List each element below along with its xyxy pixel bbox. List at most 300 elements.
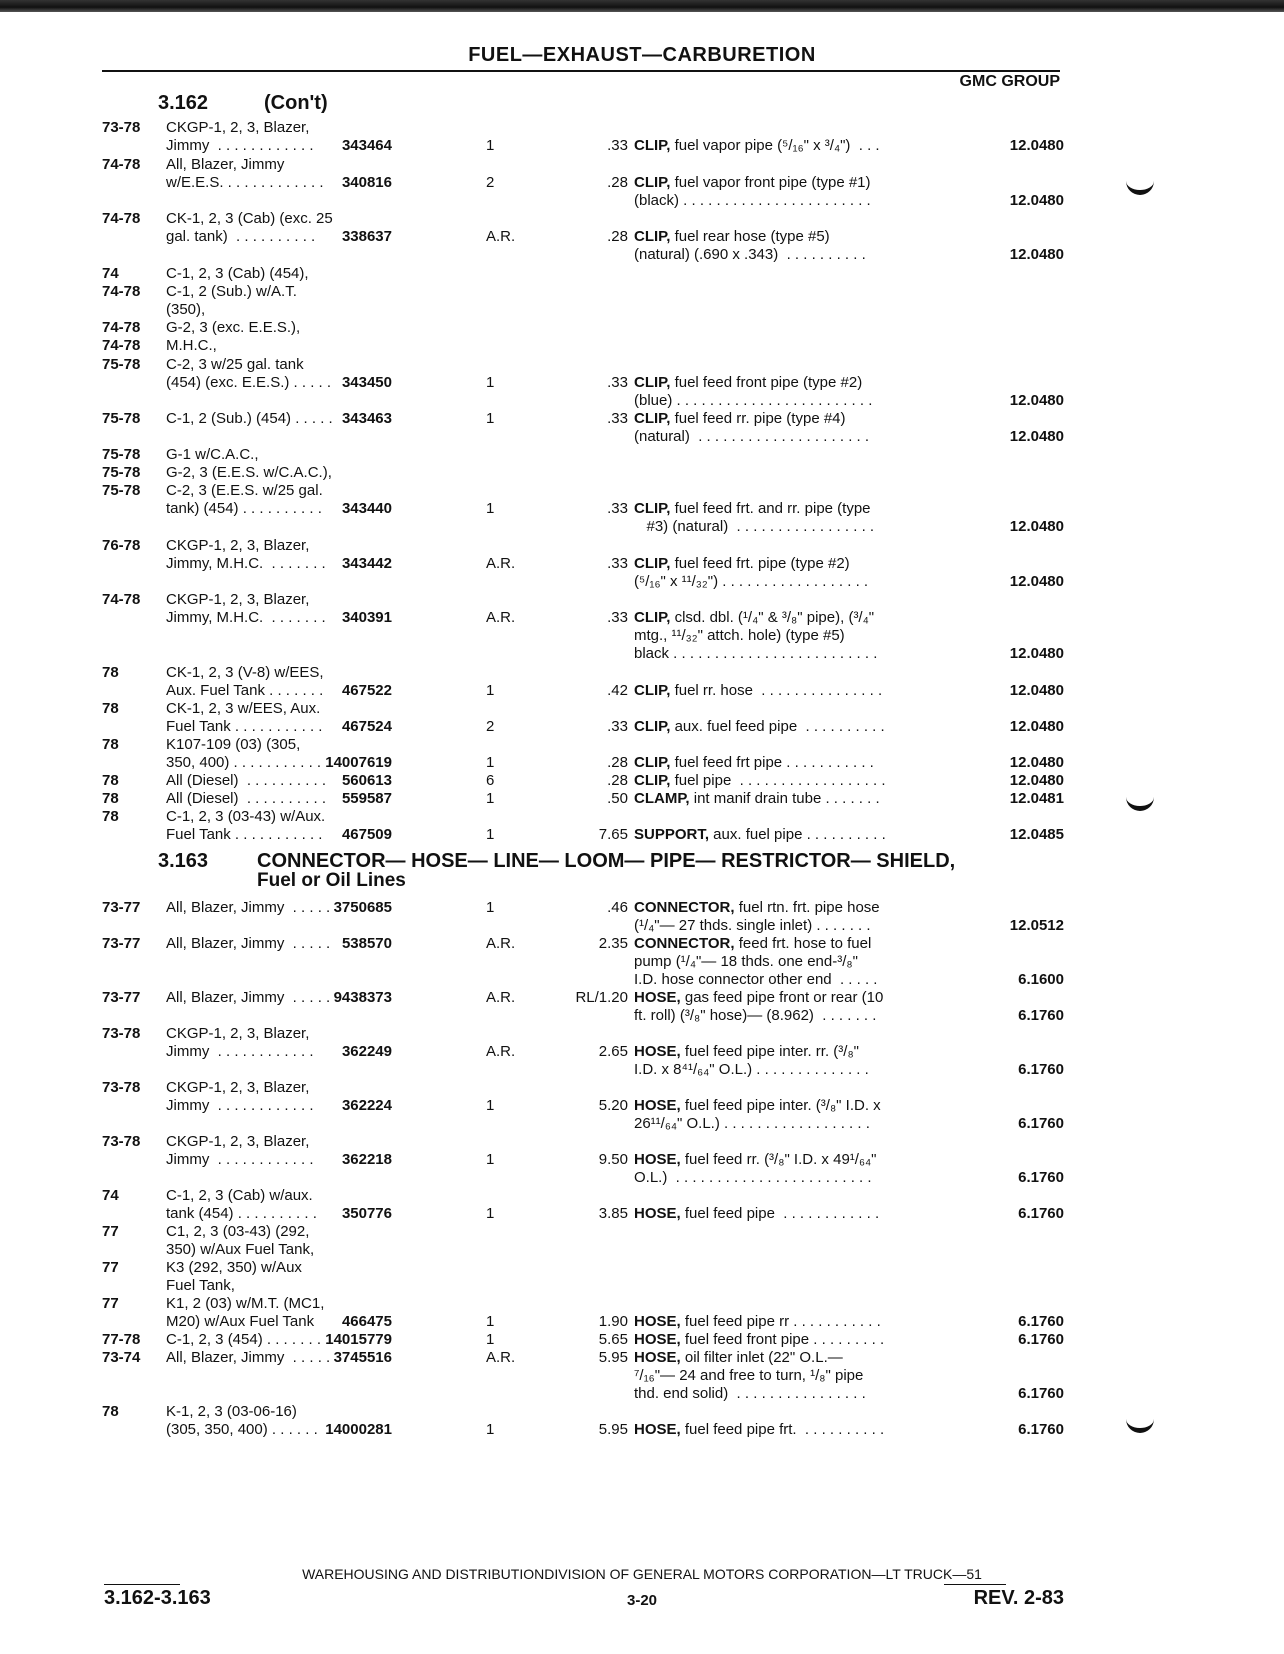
- part-name: HOSE,: [634, 1043, 681, 1060]
- part-detail: (blue) . . . . . . . . . . . . . . . . . . . . . . . .: [634, 392, 873, 409]
- application: Fuel Tank . . . . . . . . . . .: [166, 826, 323, 843]
- part-number: 362224: [341, 1097, 392, 1114]
- group-number: 6.1760: [1018, 1313, 1064, 1330]
- application: Fuel Tank . . . . . . . . . . .: [166, 718, 323, 735]
- application: All (Diesel) . . . . . . . . . .: [166, 772, 327, 789]
- part-name: CLIP,: [634, 682, 671, 699]
- part-name: CLIP,: [634, 555, 671, 572]
- description: [634, 1168, 872, 1187]
- top-border: [0, 0, 1284, 12]
- application: C-1, 2 (Sub.) (454) . . . . .: [166, 410, 333, 427]
- year: 78: [102, 1403, 119, 1420]
- application: All (Diesel) . . . . . . . . . .: [166, 790, 327, 807]
- part-detail: mtg., ¹¹/₃₂" attch. hole) (type #5): [634, 627, 845, 644]
- part-detail: fuel rr. hose . . . . . . . . . . . . . . .: [670, 682, 883, 699]
- year: 77-78: [102, 1331, 141, 1348]
- part-detail: fuel pipe . . . . . . . . . . . . . . . . . .: [670, 772, 886, 789]
- group-number: 6.1760: [1018, 1205, 1064, 1222]
- description: [634, 626, 845, 645]
- description: [634, 499, 871, 518]
- part-name: CLIP,: [634, 410, 671, 427]
- application: K107-109 (03) (305,: [166, 736, 301, 753]
- application: G-1 w/C.A.C.,: [166, 446, 259, 463]
- description: [634, 191, 871, 210]
- revision-label: REV. 2-83: [973, 1587, 1064, 1609]
- description: [634, 916, 871, 935]
- description: [634, 391, 872, 410]
- part-detail: ft. roll) (³/₈" hose)— (8.962) . . . . . . .: [634, 1007, 877, 1024]
- quantity: 1: [486, 1331, 495, 1348]
- price: .28: [607, 754, 628, 771]
- group-number: 6.1600: [1018, 971, 1064, 988]
- application: Jimmy, M.H.C. . . . . . . .: [166, 609, 326, 626]
- group-number: 12.0480: [1009, 682, 1064, 699]
- part-detail: fuel feed rr. (³/₈" I.D. x 49¹/₆₄": [680, 1151, 877, 1168]
- application: tank) (454) . . . . . . . . . .: [166, 500, 322, 517]
- footer-section-range: 3.162-3.163: [104, 1587, 211, 1609]
- part-number: 340816: [341, 174, 392, 191]
- part-detail: fuel vapor front pipe (type #1): [670, 174, 871, 191]
- part-detail: fuel feed pipe frt. . . . . . . . . . .: [680, 1421, 885, 1438]
- description: [634, 427, 869, 446]
- year: 73-74: [102, 1349, 141, 1366]
- year: 74-78: [102, 210, 141, 227]
- part-name: CLIP,: [634, 137, 671, 154]
- year: 75-78: [102, 410, 141, 427]
- part-number: 343442: [341, 555, 392, 572]
- group-number: 6.1760: [1018, 1331, 1064, 1348]
- application: All, Blazer, Jimmy . . . . .: [166, 989, 331, 1006]
- part-detail: I.D. x 8⁴¹/₆₄" O.L.) . . . . . . . . . . . . . .: [634, 1061, 869, 1078]
- part-name: HOSE,: [634, 1421, 681, 1438]
- quantity: 2: [486, 174, 495, 191]
- group-number: 12.0481: [1009, 790, 1064, 807]
- description: [634, 1366, 863, 1385]
- part-detail: fuel feed rr. pipe (type #4): [670, 410, 846, 427]
- part-number: 9438373: [333, 989, 392, 1006]
- group-number: 12.0480: [1009, 645, 1064, 662]
- group-number: 6.1760: [1018, 1115, 1064, 1132]
- quantity: 1: [486, 1151, 495, 1168]
- section-number: 3.162: [158, 92, 209, 114]
- price: .46: [607, 899, 628, 916]
- description: [634, 753, 874, 772]
- price: 3.85: [598, 1205, 628, 1222]
- part-name: HOSE,: [634, 1349, 681, 1366]
- part-detail: fuel rtn. frt. pipe hose: [734, 899, 880, 916]
- part-name: CLIP,: [634, 718, 671, 735]
- year: 75-78: [102, 464, 141, 481]
- description: [634, 1348, 843, 1367]
- part-name: CLIP,: [634, 772, 671, 789]
- part-detail: #3) (natural) . . . . . . . . . . . . . . . . .: [634, 518, 875, 535]
- application: Jimmy, M.H.C. . . . . . . .: [166, 555, 326, 572]
- year: 76-78: [102, 537, 141, 554]
- description: [634, 898, 880, 917]
- group-number: 6.1760: [1018, 1385, 1064, 1402]
- quantity: 1: [486, 137, 495, 154]
- application: CKGP-1, 2, 3, Blazer,: [166, 591, 310, 608]
- group-number: 12.0480: [1009, 772, 1064, 789]
- quantity: 1: [486, 1313, 495, 1330]
- price: .33: [607, 718, 628, 735]
- part-detail: fuel feed pipe . . . . . . . . . . . .: [680, 1205, 880, 1222]
- year: 73-78: [102, 1025, 141, 1042]
- description: [634, 681, 882, 700]
- application: All, Blazer, Jimmy: [166, 156, 285, 173]
- price: 5.65: [598, 1331, 628, 1348]
- part-name: HOSE,: [634, 989, 681, 1006]
- scan-mark: [1126, 792, 1154, 811]
- part-detail: fuel feed pipe rr . . . . . . . . . . .: [680, 1313, 881, 1330]
- group-number: 6.1760: [1018, 1169, 1064, 1186]
- year: 78: [102, 700, 119, 717]
- part-number: 340391: [341, 609, 392, 626]
- part-detail: fuel feed front pipe . . . . . . . . .: [680, 1331, 885, 1348]
- price: RL/1.20: [575, 989, 628, 1006]
- price: .28: [607, 174, 628, 191]
- year: 73-78: [102, 1079, 141, 1096]
- price: 7.65: [598, 826, 628, 843]
- part-name: SUPPORT,: [634, 826, 710, 843]
- application: C-1, 2, 3 (454) . . . . . . . .: [166, 1331, 330, 1348]
- quantity: 1: [486, 374, 495, 391]
- quantity: 1: [486, 826, 495, 843]
- quantity: 1: [486, 682, 495, 699]
- group-number: 12.0480: [1009, 573, 1064, 590]
- quantity: 2: [486, 718, 495, 735]
- application: All, Blazer, Jimmy . . . . .: [166, 1349, 331, 1366]
- price: 2.65: [598, 1043, 628, 1060]
- part-number: 466475: [341, 1313, 392, 1330]
- application: Jimmy . . . . . . . . . . . .: [166, 1151, 314, 1168]
- part-name: CLIP,: [634, 228, 671, 245]
- year: 74-78: [102, 337, 141, 354]
- quantity: A.R.: [486, 555, 516, 572]
- description: [634, 717, 885, 736]
- quantity: A.R.: [486, 1043, 516, 1060]
- description: [634, 245, 866, 264]
- quantity: 1: [486, 1205, 495, 1222]
- year: 77: [102, 1259, 119, 1276]
- year: 78: [102, 808, 119, 825]
- application: C-2, 3 w/25 gal. tank: [166, 356, 304, 373]
- part-detail: fuel rear hose (type #5): [670, 228, 830, 245]
- application: Jimmy . . . . . . . . . . . .: [166, 1097, 314, 1114]
- footer-rule-left: [104, 1584, 180, 1585]
- group-label: GMC GROUP: [959, 73, 1060, 90]
- year: 78: [102, 790, 119, 807]
- quantity: A.R.: [486, 609, 516, 626]
- description: [634, 1042, 859, 1061]
- part-name: CLIP,: [634, 500, 671, 517]
- part-number: 3750685: [333, 899, 392, 916]
- part-detail: fuel feed frt. and rr. pipe (type: [670, 500, 871, 517]
- description: [634, 1006, 876, 1025]
- part-detail: pump (¹/₄"— 18 thds. one end-³/₈": [634, 953, 858, 970]
- part-detail: black . . . . . . . . . . . . . . . . . . . . . . . . .: [634, 645, 878, 662]
- part-number: 343464: [341, 137, 392, 154]
- part-detail: int manif drain tube . . . . . . .: [689, 790, 880, 807]
- group-number: 12.0480: [1009, 518, 1064, 535]
- part-detail: O.L.) . . . . . . . . . . . . . . . . . . . . . . . .: [634, 1169, 872, 1186]
- part-detail: fuel feed front pipe (type #2): [670, 374, 863, 391]
- application: CK-1, 2, 3 (V-8) w/EES,: [166, 664, 324, 681]
- quantity: 1: [486, 754, 495, 771]
- quantity: 1: [486, 1097, 495, 1114]
- description: [634, 789, 880, 808]
- part-detail: (⁵/₁₆" x ¹¹/₃₂") . . . . . . . . . . . . . . . . . .: [634, 573, 869, 590]
- application: C1, 2, 3 (03-43) (292,: [166, 1223, 310, 1240]
- application: All, Blazer, Jimmy . . . . .: [166, 899, 331, 916]
- group-number: 12.0480: [1009, 428, 1064, 445]
- application: CKGP-1, 2, 3, Blazer,: [166, 119, 310, 136]
- group-number: 12.0480: [1009, 718, 1064, 735]
- year: 75-78: [102, 356, 141, 373]
- quantity: 1: [486, 899, 495, 916]
- part-detail: (natural) . . . . . . . . . . . . . . . . . . . . .: [634, 428, 870, 445]
- part-name: CONNECTOR,: [634, 935, 735, 952]
- application: K-1, 2, 3 (03-06-16): [166, 1403, 297, 1420]
- year: 74: [102, 1187, 119, 1204]
- application: Jimmy . . . . . . . . . . . .: [166, 137, 314, 154]
- description: [634, 644, 877, 663]
- application: K1, 2 (03) w/M.T. (MC1,: [166, 1295, 325, 1312]
- description: [634, 952, 858, 971]
- page-number: 3-20: [626, 1592, 658, 1609]
- year: 77: [102, 1223, 119, 1240]
- application: CKGP-1, 2, 3, Blazer,: [166, 537, 310, 554]
- part-detail: fuel feed pipe inter. rr. (³/₈": [680, 1043, 859, 1060]
- part-name: HOSE,: [634, 1331, 681, 1348]
- part-number: 350776: [341, 1205, 392, 1222]
- description: [634, 572, 868, 591]
- quantity: 6: [486, 772, 495, 789]
- price: .33: [607, 374, 628, 391]
- part-name: CLIP,: [634, 374, 671, 391]
- description: [634, 1114, 870, 1133]
- footer-text: WAREHOUSING AND DISTRIBUTIONDIVISION OF GENERAL MOTORS CORPORATION—LT TRUCK—51: [302, 1566, 982, 1582]
- year: 74-78: [102, 283, 141, 300]
- application: M.H.C.,: [166, 337, 217, 354]
- year: 73-77: [102, 899, 141, 916]
- part-detail: (natural) (.690 x .343) . . . . . . . . . .: [634, 246, 866, 263]
- part-number: 538570: [341, 935, 392, 952]
- year: 77: [102, 1295, 119, 1312]
- application: Aux. Fuel Tank . . . . . . .: [166, 682, 324, 699]
- application: All, Blazer, Jimmy . . . . .: [166, 935, 331, 952]
- section-title: (Con't): [264, 92, 328, 114]
- part-detail: aux. fuel feed pipe . . . . . . . . . .: [670, 718, 885, 735]
- description: [634, 517, 874, 536]
- description: [634, 825, 886, 844]
- part-number: 362218: [341, 1151, 392, 1168]
- part-number: 3745516: [333, 1349, 392, 1366]
- group-number: 6.1760: [1018, 1007, 1064, 1024]
- part-detail: fuel feed frt pipe . . . . . . . . . . .: [670, 754, 874, 771]
- year: 78: [102, 664, 119, 681]
- application: C-1, 2, 3 (Cab) w/aux.: [166, 1187, 313, 1204]
- price: 2.35: [598, 935, 628, 952]
- group-number: 12.0480: [1009, 137, 1064, 154]
- year: 75-78: [102, 482, 141, 499]
- year: 74-78: [102, 319, 141, 336]
- application: C-2, 3 (E.E.S. w/25 gal.: [166, 482, 323, 499]
- part-name: HOSE,: [634, 1205, 681, 1222]
- part-detail: thd. end solid) . . . . . . . . . . . . . . . .: [634, 1385, 866, 1402]
- description: [634, 227, 830, 246]
- part-name: HOSE,: [634, 1313, 681, 1330]
- part-number: 14015779: [325, 1331, 392, 1348]
- part-detail: oil filter inlet (22" O.L.—: [680, 1349, 843, 1366]
- price: .33: [607, 500, 628, 517]
- description: [634, 136, 880, 155]
- group-number: 12.0485: [1009, 826, 1064, 843]
- part-number: 14000281: [325, 1421, 392, 1438]
- part-name: CONNECTOR,: [634, 899, 735, 916]
- description: [634, 771, 885, 790]
- quantity: 1: [486, 1421, 495, 1438]
- scan-mark: [1126, 1414, 1154, 1433]
- part-detail: aux. fuel pipe . . . . . . . . . .: [709, 826, 886, 843]
- year: 78: [102, 772, 119, 789]
- group-number: 6.1760: [1018, 1421, 1064, 1438]
- price: .50: [607, 790, 628, 807]
- application: gal. tank) . . . . . . . . . .: [166, 228, 316, 245]
- title-rule: [102, 70, 1060, 72]
- price: 9.50: [598, 1151, 628, 1168]
- year: 74-78: [102, 591, 141, 608]
- group-number: 12.0480: [1009, 754, 1064, 771]
- year: 73-77: [102, 989, 141, 1006]
- application: tank (454) . . . . . . . . . .: [166, 1205, 317, 1222]
- description: [634, 1420, 884, 1439]
- part-name: HOSE,: [634, 1097, 681, 1114]
- part-detail: clsd. dbl. (¹/₄" & ³/₈" pipe), (³/₄": [670, 609, 875, 626]
- description: [634, 1150, 876, 1169]
- part-number: 14007619: [325, 754, 392, 771]
- scan-mark: [1126, 176, 1154, 195]
- year: 73-78: [102, 1133, 141, 1150]
- part-name: CLIP,: [634, 609, 671, 626]
- part-detail: fuel feed frt. pipe (type #2): [670, 555, 850, 572]
- application: K3 (292, 350) w/Aux: [166, 1259, 302, 1276]
- application: Jimmy . . . . . . . . . . . .: [166, 1043, 314, 1060]
- part-detail: ⁷/₁₆"— 24 and free to turn, ¹/₈" pipe: [634, 1367, 864, 1384]
- application: C-1, 2 (Sub.) w/A.T.: [166, 283, 297, 300]
- price: .28: [607, 772, 628, 789]
- application: (350),: [166, 301, 206, 318]
- description: [634, 970, 877, 989]
- part-detail: (black) . . . . . . . . . . . . . . . . . . . . . . .: [634, 192, 871, 209]
- price: 1.90: [598, 1313, 628, 1330]
- part-number: 560613: [341, 772, 392, 789]
- quantity: 1: [486, 500, 495, 517]
- group-number: 12.0480: [1009, 246, 1064, 263]
- application: C-1, 2, 3 (Cab) (454),: [166, 265, 309, 282]
- part-name: CLIP,: [634, 754, 671, 771]
- group-number: 12.0512: [1009, 917, 1064, 934]
- price: .28: [607, 228, 628, 245]
- part-number: 338637: [341, 228, 392, 245]
- description: [634, 608, 874, 627]
- application: CKGP-1, 2, 3, Blazer,: [166, 1025, 310, 1042]
- price: .33: [607, 609, 628, 626]
- quantity: A.R.: [486, 935, 516, 952]
- description: [634, 1096, 881, 1115]
- description: [634, 373, 862, 392]
- application: CK-1, 2, 3 w/EES, Aux.: [166, 700, 321, 717]
- year: 75-78: [102, 446, 141, 463]
- description: [634, 173, 871, 192]
- part-number: 467522: [341, 682, 392, 699]
- price: .33: [607, 410, 628, 427]
- application: 350) w/Aux Fuel Tank,: [166, 1241, 315, 1258]
- quantity: A.R.: [486, 1349, 516, 1366]
- group-number: 12.0480: [1009, 392, 1064, 409]
- price: 5.95: [598, 1421, 628, 1438]
- year: 73-78: [102, 119, 141, 136]
- price: 5.95: [598, 1349, 628, 1366]
- description: [634, 554, 850, 573]
- footer-rule-right: [944, 1584, 1006, 1585]
- part-number: 362249: [341, 1043, 392, 1060]
- group-number: 6.1760: [1018, 1061, 1064, 1078]
- description: [634, 1312, 881, 1331]
- application: w/E.E.S. . . . . . . . . . . . .: [166, 174, 324, 191]
- application: CKGP-1, 2, 3, Blazer,: [166, 1079, 310, 1096]
- part-detail: fuel vapor pipe (⁵/₁₆" x ³/₄") . . .: [670, 137, 880, 154]
- description: [634, 934, 871, 953]
- application: 350, 400) . . . . . . . . . . .: [166, 754, 322, 771]
- part-number: 343463: [341, 410, 392, 427]
- part-detail: (¹/₄"— 27 thds. single inlet) . . . . . . .: [634, 917, 871, 934]
- part-number: 467524: [341, 718, 392, 735]
- description: [634, 988, 883, 1007]
- section-subtitle: Fuel or Oil Lines: [257, 870, 406, 891]
- application: (454) (exc. E.E.S.) . . . . .: [166, 374, 332, 391]
- part-name: CLAMP,: [634, 790, 690, 807]
- part-detail: I.D. hose connector other end . . . . .: [634, 971, 878, 988]
- section-title: CONNECTOR— HOSE— LINE— LOOM— PIPE— RESTRICTOR— SHIELD,: [257, 850, 956, 872]
- part-number: 343450: [341, 374, 392, 391]
- description: [634, 1204, 879, 1223]
- description: [634, 1330, 884, 1349]
- price: .33: [607, 555, 628, 572]
- part-detail: feed frt. hose to fuel: [734, 935, 872, 952]
- application: (305, 350, 400) . . . . . .: [166, 1421, 318, 1438]
- year: 74: [102, 265, 119, 282]
- section-number: 3.163: [158, 850, 209, 872]
- price: .33: [607, 137, 628, 154]
- description: [634, 1060, 869, 1079]
- application: G-2, 3 (exc. E.E.S.),: [166, 319, 301, 336]
- part-detail: gas feed pipe front or rear (10: [680, 989, 884, 1006]
- part-detail: fuel feed pipe inter. (³/₈" I.D. x: [680, 1097, 881, 1114]
- application: G-2, 3 (E.E.S. w/C.A.C.),: [166, 464, 332, 481]
- price: .42: [607, 682, 628, 699]
- part-number: 343440: [341, 500, 392, 517]
- application: C-1, 2, 3 (03-43) w/Aux.: [166, 808, 326, 825]
- year: 73-77: [102, 935, 141, 952]
- quantity: 1: [486, 790, 495, 807]
- price: 5.20: [598, 1097, 628, 1114]
- application: M20) w/Aux Fuel Tank: [166, 1313, 315, 1330]
- year: 78: [102, 736, 119, 753]
- description: [634, 1384, 866, 1403]
- application: CK-1, 2, 3 (Cab) (exc. 25: [166, 210, 333, 227]
- group-number: 12.0480: [1009, 192, 1064, 209]
